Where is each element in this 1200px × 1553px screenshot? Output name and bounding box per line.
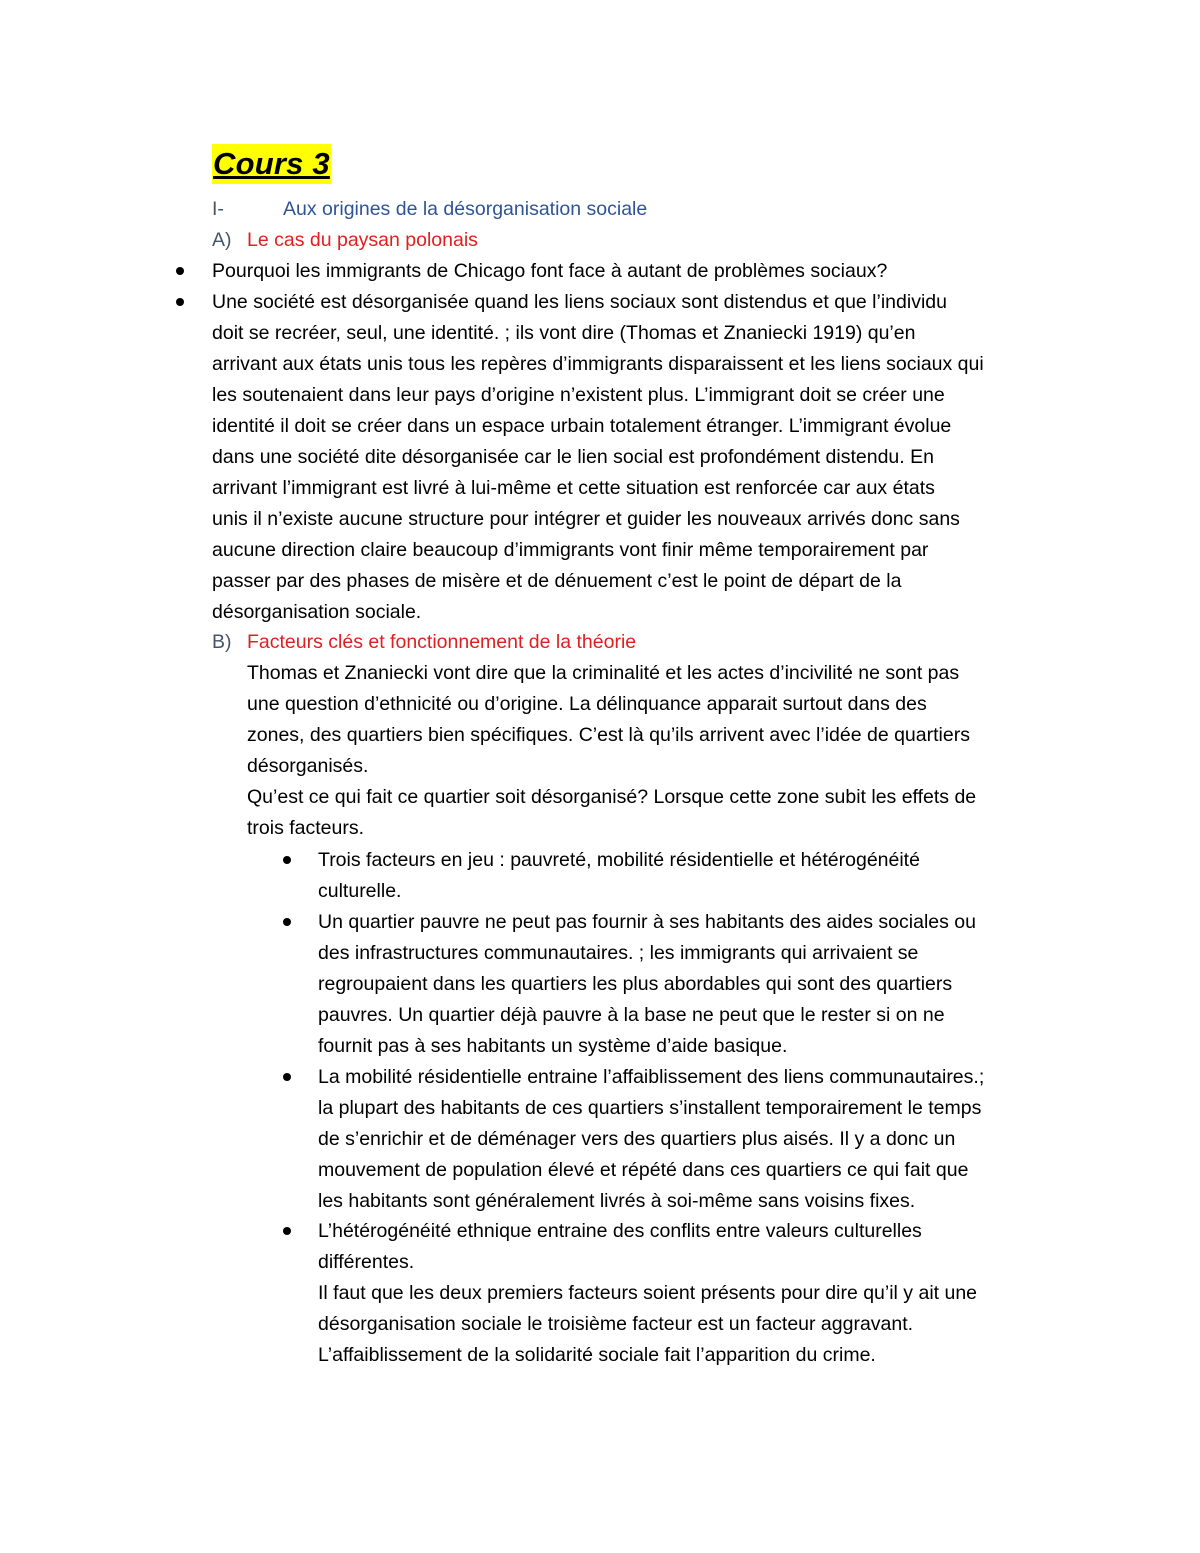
section-number: I- — [212, 198, 224, 220]
list-item — [318, 845, 920, 907]
bullet-icon — [283, 856, 291, 864]
bullet-text-line: désorganisation sociale. — [212, 601, 422, 623]
bullet-text-line: des infrastructures communautaires. ; les immigrants qui arrivaient se — [318, 942, 919, 964]
bullet-icon — [283, 918, 291, 926]
subsection-b-letter: B) — [212, 631, 232, 653]
bullet-text-line: les soutenaient dans leur pays d’origine n’existent plus. L’immigrant doit se créer une — [212, 384, 945, 406]
list-item — [212, 256, 887, 287]
bullet-text-line: fournit pas à ses habitants un système d’aide basique. — [318, 1035, 788, 1057]
paragraph-line: désorganisés. — [247, 755, 369, 777]
bullet-text-line: L’hétérogénéité ethnique entraine des conflits entre valeurs culturelles — [318, 1220, 922, 1242]
subsection-a-heading: Le cas du paysan polonais — [247, 229, 478, 251]
bullet-text-line: les habitants sont généralement livrés à soi-même sans voisins fixes. — [318, 1190, 916, 1212]
bullet-text-line: unis il n’existe aucune structure pour intégrer et guider les nouveaux arrivés donc sans — [212, 508, 960, 530]
list-item — [318, 907, 976, 1062]
list-item — [318, 1062, 984, 1217]
bullet-text-line: mouvement de population élevé et répété dans ces quartiers ce qui fait que — [318, 1159, 969, 1181]
paragraph-line: une question d’ethnicité ou d’origine. La délinquance apparait surtout dans des — [247, 693, 927, 715]
bullet-icon — [176, 298, 184, 306]
list-item — [318, 1216, 977, 1371]
paragraph-line: zones, des quartiers bien spécifiques. C’est là qu’ils arrivent avec l’idée de quartiers — [247, 724, 970, 746]
paragraph-line: Thomas et Znaniecki vont dire que la criminalité et les actes d’incivilité ne sont pas — [247, 662, 960, 684]
bullet-text-line: doit se recréer, seul, une identité. ; ils vont dire (Thomas et Znaniecki 1919) qu’en — [212, 322, 916, 344]
bullet-text-line: pauvres. Un quartier déjà pauvre à la base ne peut que le rester si on ne — [318, 1004, 945, 1026]
bullet-text-line: culturelle. — [318, 880, 402, 902]
list-item — [212, 287, 984, 628]
paragraph-b — [247, 658, 976, 844]
bullet-text-line: L’affaiblissement de la solidarité sociale fait l’apparition du crime. — [318, 1344, 876, 1366]
bullet-text-line: la plupart des habitants de ces quartiers s’installent temporairement le temps — [318, 1097, 982, 1119]
bullet-text-line: arrivant l’immigrant est livré à lui-même et cette situation est renforcée car aux états — [212, 477, 935, 499]
document-title: Cours 3 — [212, 144, 331, 184]
bullet-text-line: Un quartier pauvre ne peut pas fournir à ses habitants des aides sociales ou — [318, 911, 976, 933]
bullet-icon — [283, 1073, 291, 1081]
bullet-text-line: de s’enrichir et de déménager vers des quartiers plus aisés. Il y a donc un — [318, 1128, 956, 1150]
bullet-text-line: passer par des phases de misère et de dénuement c’est le point de départ de la — [212, 570, 902, 592]
bullet-text-line: Une société est désorganisée quand les liens sociaux sont distendus et que l’individu — [212, 291, 947, 313]
paragraph-line: trois facteurs. — [247, 817, 365, 839]
paragraph-line: Qu’est ce qui fait ce quartier soit désorganisé? Lorsque cette zone subit les effets de — [247, 786, 977, 808]
bullet-text-line: La mobilité résidentielle entraine l’affaiblissement des liens communautaires.; — [318, 1066, 985, 1088]
bullet-text-line: arrivant aux états unis tous les repères d’immigrants disparaissent et les liens sociaux qui — [212, 353, 984, 375]
bullet-text-line: dans une société dite désorganisée car le lien social est profondément distendu. En — [212, 446, 934, 468]
bullet-text-line: regroupaient dans les quartiers les plus abordables qui sont des quartiers — [318, 973, 953, 995]
bullet-text-line: désorganisation sociale le troisième facteur est un facteur aggravant. — [318, 1313, 914, 1335]
bullet-icon — [176, 267, 184, 275]
bullet-text-line: Il faut que les deux premiers facteurs soient présents pour dire qu’il y ait une — [318, 1282, 978, 1304]
bullet-icon — [283, 1227, 291, 1235]
section-heading: Aux origines de la désorganisation sociale — [283, 198, 648, 220]
bullet-text-line: identité il doit se créer dans un espace urbain totalement étranger. L’immigrant évolue — [212, 415, 952, 437]
bullet-text-line: aucune direction claire beaucoup d’immigrants vont finir même temporairement par — [212, 539, 929, 561]
bullet-text-line: Trois facteurs en jeu : pauvreté, mobilité résidentielle et hétérogénéité — [318, 849, 920, 871]
bullet-text-line: différentes. — [318, 1251, 415, 1273]
bullet-text-line: Pourquoi les immigrants de Chicago font face à autant de problèmes sociaux? — [212, 260, 888, 282]
subsection-a-letter: A) — [212, 229, 232, 251]
subsection-b-heading: Facteurs clés et fonctionnement de la théorie — [247, 631, 637, 653]
